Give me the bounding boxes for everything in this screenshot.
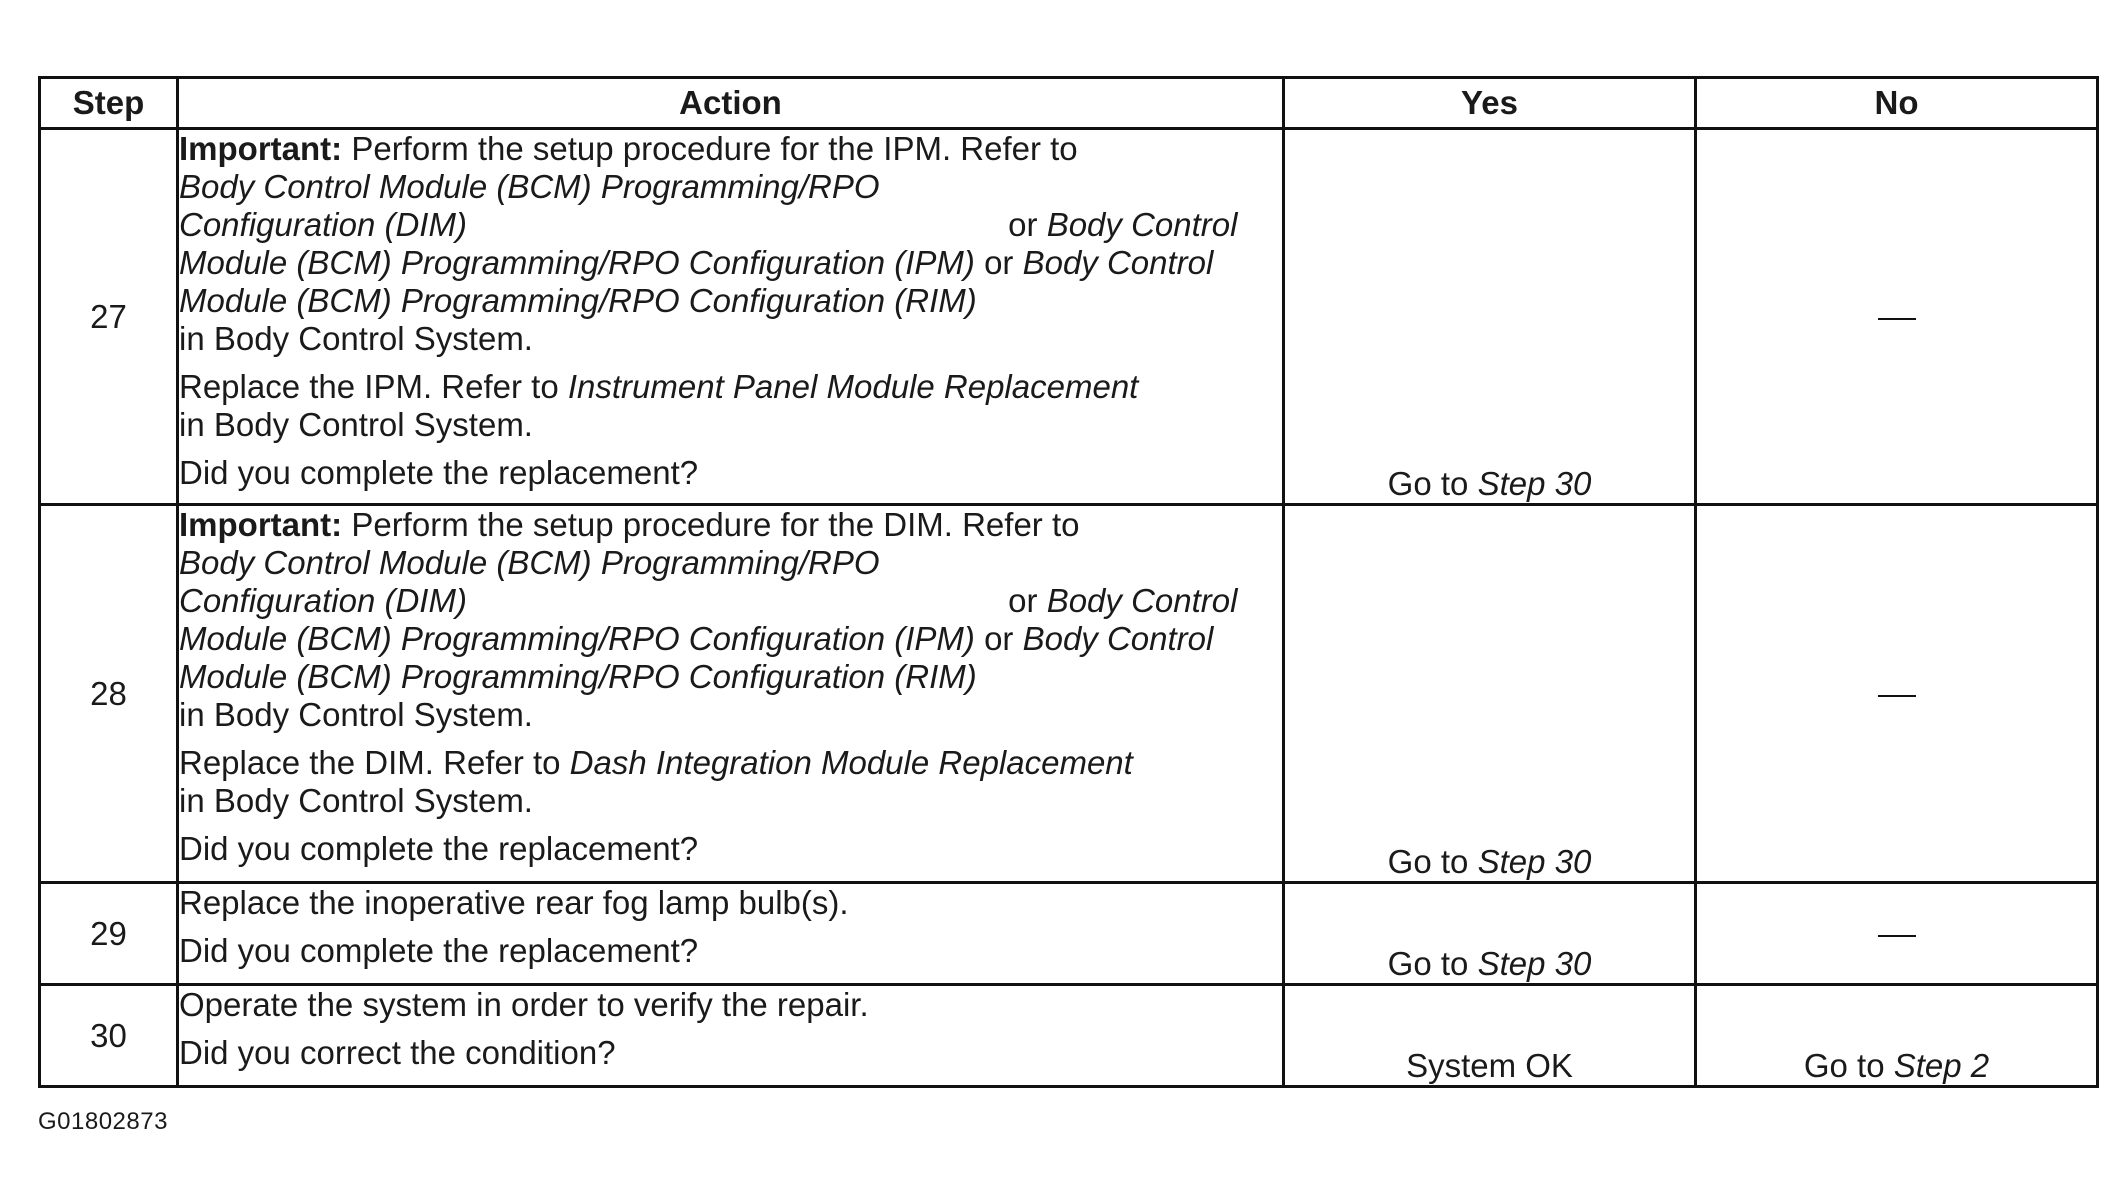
reference-dim: Body Control Module (BCM) Programming/RPO Configuration (DIM) bbox=[179, 168, 880, 243]
replace-text: Replace the IPM. Refer to bbox=[179, 368, 568, 405]
reference-rim: Body Control Module (BCM) Programming/RPO Configuration (RIM) bbox=[179, 620, 1214, 695]
dash-mark bbox=[1878, 935, 1916, 937]
action-cell bbox=[178, 505, 1284, 883]
action-cell bbox=[178, 129, 1284, 505]
dash-mark bbox=[1878, 695, 1916, 697]
replace-instruction bbox=[179, 744, 1282, 820]
important-text: Perform the setup procedure for the IPM. Refer to bbox=[342, 130, 1078, 167]
important-note bbox=[179, 506, 1282, 734]
no-cell bbox=[1696, 129, 2098, 505]
in-system-text: in Body Control System. bbox=[179, 320, 533, 357]
yes-cell: System OK bbox=[1284, 985, 1696, 1087]
important-label: Important: bbox=[179, 130, 343, 167]
yes-cell bbox=[1284, 129, 1696, 505]
step-link: Step 30 bbox=[1477, 945, 1592, 982]
reference-ipm: Body Control Module (BCM) Programming/RPO Configuration (IPM) bbox=[179, 582, 1238, 657]
step-number: 29 bbox=[40, 883, 178, 985]
table-row-step-28 bbox=[40, 505, 2098, 883]
replacement-reference: Instrument Panel Module Replacement bbox=[567, 368, 1139, 405]
reference-rim: Body Control Module (BCM) Programming/RPO Configuration (RIM) bbox=[179, 244, 1214, 319]
in-system-text: in Body Control System. bbox=[179, 782, 533, 819]
go-to-text: Go to bbox=[1387, 945, 1478, 982]
instruction-text: Operate the system in order to verify the repair. bbox=[179, 986, 869, 1023]
replacement-reference: Dash Integration Module Replacement bbox=[569, 744, 1133, 781]
or-text: or bbox=[999, 206, 1047, 243]
important-text: Perform the setup procedure for the DIM. Refer to bbox=[342, 506, 1080, 543]
or-text: or bbox=[999, 582, 1047, 619]
header-no: No bbox=[1696, 78, 2098, 129]
yes-cell bbox=[1284, 883, 1696, 985]
or-text: or bbox=[974, 620, 1023, 657]
header-row bbox=[40, 78, 2098, 129]
step-number: 30 bbox=[40, 985, 178, 1087]
instruction-text: Replace the inoperative rear fog lamp bulb(s). bbox=[179, 884, 849, 921]
no-cell bbox=[1696, 985, 2098, 1087]
question-text: Did you complete the replacement? bbox=[179, 830, 699, 867]
question-text: Did you correct the condition? bbox=[179, 1034, 616, 1071]
header-yes: Yes bbox=[1284, 78, 1696, 129]
dash-mark bbox=[1878, 318, 1916, 320]
action-cell bbox=[178, 985, 1284, 1087]
header-step: Step bbox=[40, 78, 178, 129]
or-text: or bbox=[974, 244, 1023, 281]
diagnostic-table bbox=[38, 76, 2099, 1088]
table-row-step-27 bbox=[40, 129, 2098, 505]
header-action: Action bbox=[178, 78, 1284, 129]
yes-cell bbox=[1284, 505, 1696, 883]
step-number: 28 bbox=[40, 505, 178, 883]
reference-dim: Body Control Module (BCM) Programming/RPO Configuration (DIM) bbox=[179, 544, 880, 619]
step-link: Step 2 bbox=[1893, 1047, 1990, 1084]
replace-text: Replace the DIM. Refer to bbox=[179, 744, 570, 781]
table-row-step-29 bbox=[40, 883, 2098, 985]
go-to-text: Go to bbox=[1803, 1047, 1894, 1084]
no-cell bbox=[1696, 505, 2098, 883]
go-to-text: Go to bbox=[1387, 843, 1478, 880]
step-link: Step 30 bbox=[1477, 843, 1592, 880]
important-label: Important: bbox=[179, 506, 343, 543]
table-row-step-30 bbox=[40, 985, 2098, 1087]
no-cell bbox=[1696, 883, 2098, 985]
question-text: Did you complete the replacement? bbox=[179, 932, 699, 969]
in-system-text: in Body Control System. bbox=[179, 696, 533, 733]
in-system-text: in Body Control System. bbox=[179, 406, 533, 443]
step-link: Step 30 bbox=[1477, 465, 1592, 502]
go-to-text: Go to bbox=[1387, 465, 1478, 502]
action-cell bbox=[178, 883, 1284, 985]
step-number: 27 bbox=[40, 129, 178, 505]
question-text: Did you complete the replacement? bbox=[179, 454, 699, 491]
reference-ipm: Body Control Module (BCM) Programming/RPO Configuration (IPM) bbox=[179, 206, 1238, 281]
important-note bbox=[179, 130, 1282, 358]
replace-instruction bbox=[179, 368, 1282, 444]
figure-id: G01802873 bbox=[38, 1108, 168, 1135]
